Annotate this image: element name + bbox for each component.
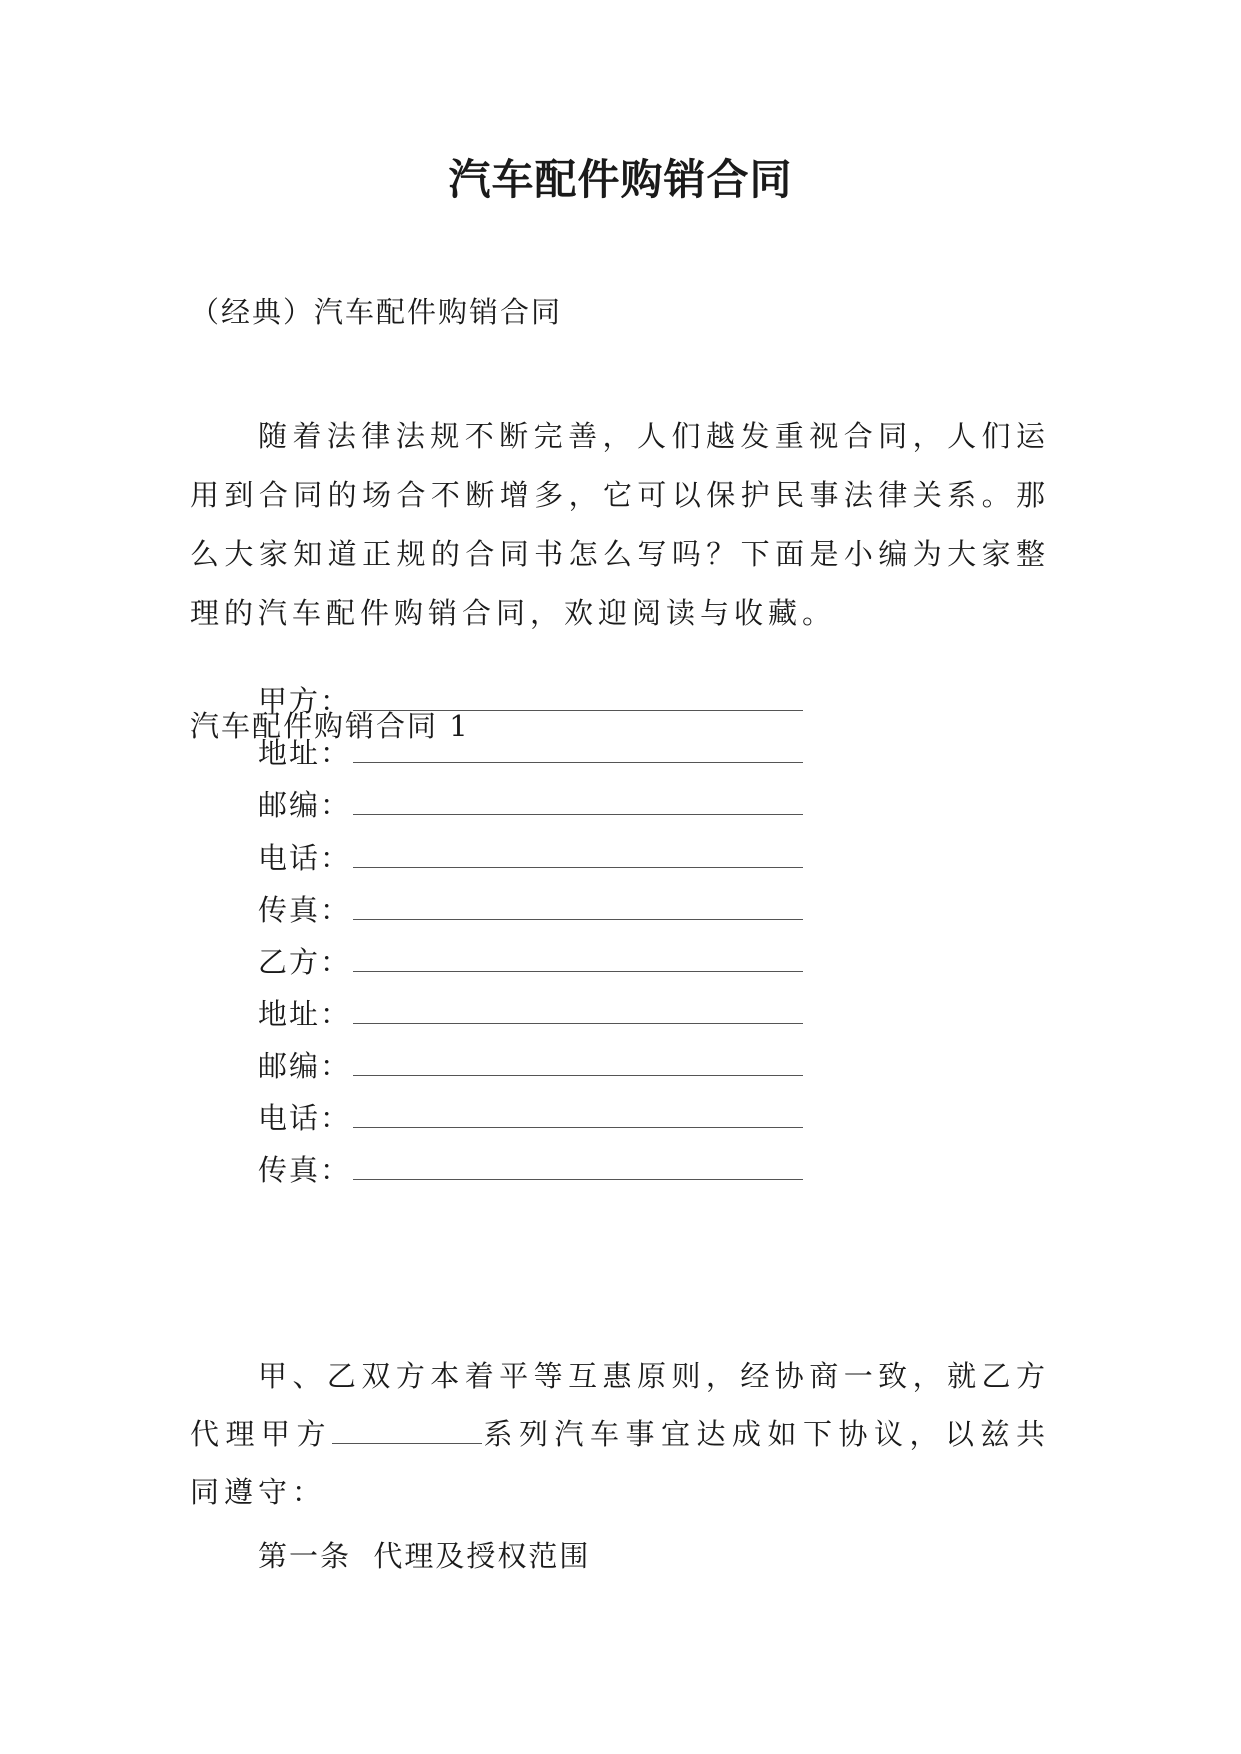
party-a-phone-field (258, 838, 803, 878)
blank-line (353, 1153, 803, 1180)
document-subtitle: （经典）汽车配件购销合同 (190, 295, 563, 329)
intro-paragraph: 随着法律法规不断完善，人们越发重视合同，人们运用到合同的场合不断增多，它可以保护民事法律关系。那么大家知道正规的合同书怎么写吗？下面是小编为大家整理的汽车配件购销合同，欢迎阅读与收藏。 (190, 419, 1050, 630)
field-label: 邮编： (258, 788, 352, 822)
inline-blank-line (332, 1417, 482, 1444)
field-label: 地址： (258, 997, 352, 1031)
agreement-paragraph (190, 1347, 1050, 1521)
party-b-postcode-field (258, 1046, 803, 1086)
field-label: 地址： (258, 736, 352, 770)
party-a-field (258, 681, 803, 721)
party-a-fax-field (258, 890, 803, 930)
party-b-fax-field (258, 1150, 803, 1190)
field-label: 甲方： (258, 684, 352, 718)
section-heading: 汽车配件购销合同 1 (190, 709, 470, 743)
field-label: 传真： (258, 893, 352, 927)
field-label: 电话： (258, 1101, 352, 1135)
document-title: 汽车配件购销合同 (448, 155, 793, 204)
blank-line (353, 841, 803, 868)
field-label: 邮编： (258, 1049, 352, 1083)
blank-line (353, 736, 803, 763)
blank-line (353, 997, 803, 1024)
blank-line (353, 788, 803, 815)
field-label: 电话： (258, 841, 352, 875)
party-b-phone-field (258, 1098, 803, 1138)
party-a-postcode-field (258, 785, 803, 825)
blank-line (353, 945, 803, 972)
blank-line (353, 1101, 803, 1128)
party-b-address-field (258, 994, 803, 1034)
party-b-field (258, 942, 803, 982)
blank-line (353, 1049, 803, 1076)
field-label: 传真： (258, 1153, 352, 1187)
field-label: 乙方： (258, 945, 352, 979)
article-1-heading: 第一条 代理及授权范围 (258, 1539, 591, 1573)
blank-line (353, 684, 803, 711)
agreement-text-after: 系列汽车事宜达成如下协议，以兹共同遵守： (190, 1417, 1050, 1509)
party-a-address-field (258, 733, 803, 773)
blank-line (353, 893, 803, 920)
agreement-text-before: 甲、乙双方本着平等互惠原则，经协商一致，就乙方代理甲方 (190, 1359, 1050, 1451)
